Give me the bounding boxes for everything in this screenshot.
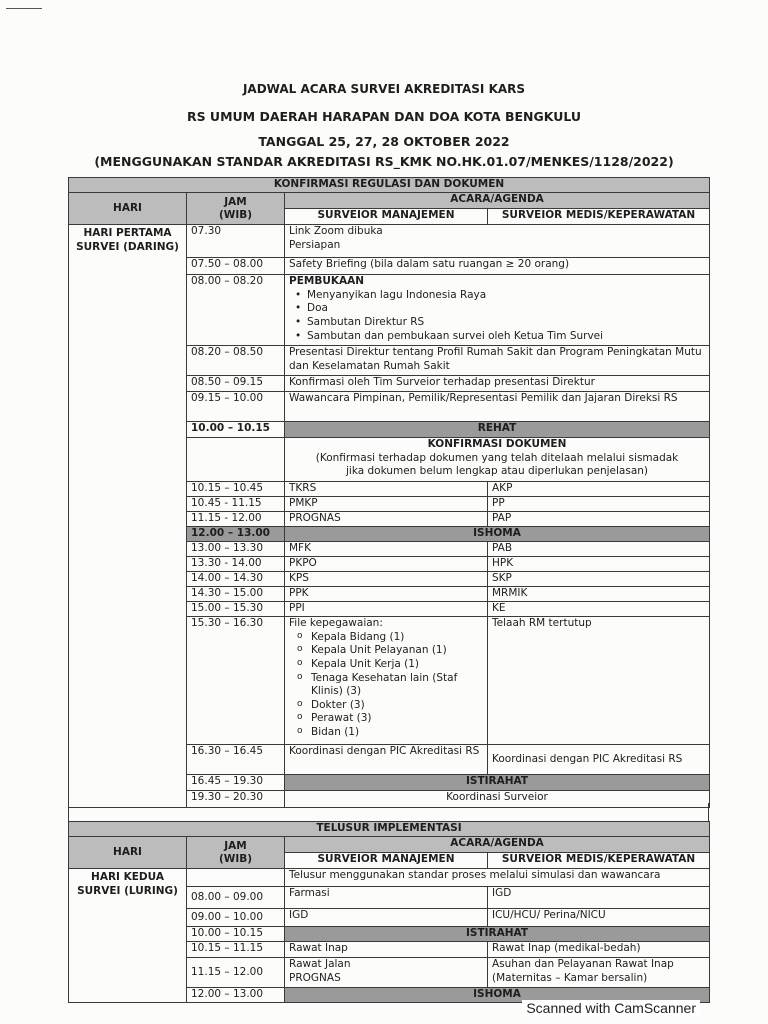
time-cell-empty [187, 438, 285, 482]
scan-corner-mark [6, 8, 42, 9]
time-cell: 08.00 – 08.20 [187, 275, 285, 346]
list-item: o Kepala Bidang (1) [311, 631, 483, 645]
break-label: ISTIRAHAT [285, 775, 710, 791]
medis-cell: KE [488, 602, 710, 617]
time-cell: 12.00 – 13.00 [187, 527, 285, 542]
break-label: ISTIRAHAT [285, 927, 710, 942]
time-cell: 14.00 – 14.30 [187, 572, 285, 587]
table-gap-left-border [68, 803, 69, 823]
time-cell: 15.30 – 16.30 [187, 617, 285, 745]
file-kepegawaian-cell [285, 617, 488, 745]
list-item: • Menyanyikan lagu Indonesia Raya [307, 289, 705, 303]
section-title: KONFIRMASI REGULASI DAN DOKUMEN [69, 178, 710, 193]
time-cell: 10.15 – 10.45 [187, 482, 285, 497]
schedule-table-day-2 [68, 821, 710, 1003]
list-item: • Sambutan Direktur RS [307, 316, 705, 330]
manajemen-cell: PPI [285, 602, 488, 617]
manajemen-cell: PROGNAS [285, 512, 488, 527]
konfirmasi-title: KONFIRMASI DOKUMEN [427, 438, 567, 450]
time-cell: 08.00 – 09.00 [187, 887, 285, 909]
col-header-medis: SURVEIOR MEDIS/KEPERAWATAN [488, 853, 710, 869]
agenda-cell: Link Zoom dibuka Persiapan [285, 225, 710, 258]
title-line-4: (MENGGUNAKAN STANDAR AKREDITASI RS_KMK NO.HK.01.07/MENKES/1128/2022) [94, 154, 674, 169]
time-cell: 12.00 – 13.00 [187, 988, 285, 1003]
col-header-medis: SURVEIOR MEDIS/KEPERAWATAN [488, 209, 710, 225]
time-cell: 10.15 – 11.15 [187, 942, 285, 958]
list-item: o Kepala Unit Pelayanan (1) [311, 644, 483, 658]
table-gap-right-border [708, 803, 709, 823]
agenda-cell: Presentasi Direktur tentang Profil Rumah Sakit dan Program Peningkatan Mutu dan Keselamatan Rumah Sakit [285, 346, 710, 376]
scanner-watermark: Scanned with CamScanner [522, 1000, 700, 1016]
list-item: o Kepala Unit Kerja (1) [311, 658, 483, 672]
list-item: • Doa [307, 302, 705, 316]
time-cell: 09.15 – 10.00 [187, 392, 285, 422]
time-cell: 07.30 [187, 225, 285, 258]
time-cell: 16.30 – 16.45 [187, 745, 285, 775]
day-label: HARI KEDUA SURVEI (LURING) [69, 869, 187, 1003]
manajemen-cell: Rawat Jalan PROGNAS [285, 958, 488, 988]
konfirmasi-note: (Konfirmasi terhadap dokumen yang telah ditelaah melalui sismadak [315, 451, 679, 464]
agenda-cell: Telusur menggunakan standar proses melalui simulasi dan wawancara [285, 869, 710, 887]
file-list [289, 631, 483, 740]
medis-cell: HPK [488, 557, 710, 572]
time-cell: 15.00 – 15.30 [187, 602, 285, 617]
time-cell: 08.20 – 08.50 [187, 346, 285, 376]
col-header-acara: ACARA/AGENDA [285, 837, 710, 853]
manajemen-cell: PPK [285, 587, 488, 602]
title-line-2: RS UMUM DAERAH HARAPAN DAN DOA KOTA BENGKULU [186, 109, 582, 124]
medis-cell: ICU/HCU/ Perina/NICU [488, 909, 710, 927]
time-cell: 11.15 – 12.00 [187, 958, 285, 988]
col-header-manajemen: SURVEIOR MANAJEMEN [285, 209, 488, 225]
manajemen-cell: TKRS [285, 482, 488, 497]
agenda-cell-opening [285, 275, 710, 346]
file-title: File kepegawaian: [289, 617, 383, 629]
agenda-cell: Konfirmasi oleh Tim Surveior terhadap presentasi Direktur [285, 376, 710, 392]
medis-cell: MRMIK [488, 587, 710, 602]
col-header-jam: JAM (WIB) [187, 193, 285, 225]
time-cell: 10.00 – 10.15 [187, 927, 285, 942]
title-line-1: JADWAL ACARA SURVEI AKREDITASI KARS [242, 82, 526, 96]
time-cell: 13.30 - 14.00 [187, 557, 285, 572]
manajemen-cell: KPS [285, 572, 488, 587]
manajemen-cell: Koordinasi dengan PIC Akreditasi RS [285, 745, 488, 775]
time-cell: 08.50 – 09.15 [187, 376, 285, 392]
medis-cell: PP [488, 497, 710, 512]
break-label: ISHOMA [285, 527, 710, 542]
col-header-manajemen: SURVEIOR MANAJEMEN [285, 853, 488, 869]
section-title: TELUSUR IMPLEMENTASI [69, 822, 710, 837]
time-cell: 10.00 – 10.15 [187, 422, 285, 438]
list-item: • Sambutan dan pembukaan survei oleh Ketua Tim Survei [307, 330, 705, 344]
manajemen-cell: PMKP [285, 497, 488, 512]
break-label: REHAT [285, 422, 710, 438]
opening-list [289, 289, 705, 344]
time-cell: 16.45 – 19.30 [187, 775, 285, 791]
medis-cell: SKP [488, 572, 710, 587]
title-line-3: TANGGAL 25, 27, 28 OKTOBER 2022 [258, 134, 510, 149]
list-item: o Tenaga Kesehatan lain (Staf Klinis) (3) [311, 672, 483, 699]
time-cell: 13.00 – 13.30 [187, 542, 285, 557]
schedule-table-day-1 [68, 177, 710, 808]
medis-cell: AKP [488, 482, 710, 497]
konfirmasi-note: jika dokumen belum lengkap atau diperlukan penjelasan) [345, 465, 649, 478]
konfirmasi-dokumen-block [285, 438, 710, 482]
agenda-cell: Safety Briefing (bila dalam satu ruangan ≥ 20 orang) [285, 258, 710, 275]
medis-cell: Asuhan dan Pelayanan Rawat Inap (Maternitas – Kamar bersalin) [488, 958, 710, 988]
agenda-cell: Koordinasi Surveior [285, 791, 710, 808]
time-cell: 10.45 - 11.15 [187, 497, 285, 512]
col-header-acara: ACARA/AGENDA [285, 193, 710, 209]
manajemen-cell: Rawat Inap [285, 942, 488, 958]
col-header-hari: HARI [69, 837, 187, 869]
time-cell: 11.15 - 12.00 [187, 512, 285, 527]
time-cell: 14.30 – 15.00 [187, 587, 285, 602]
day-label: HARI PERTAMA SURVEI (DARING) [69, 225, 187, 808]
medis-cell: PAP [488, 512, 710, 527]
time-cell: 09.00 – 10.00 [187, 909, 285, 927]
time-cell: 19.30 – 20.30 [187, 791, 285, 808]
medis-cell: IGD [488, 887, 710, 909]
medis-cell: PAB [488, 542, 710, 557]
break-label: ISHOMA [285, 988, 710, 1003]
manajemen-cell: Farmasi [285, 887, 488, 909]
manajemen-cell: PKPO [285, 557, 488, 572]
medis-cell: Koordinasi dengan PIC Akreditasi RS [488, 745, 710, 775]
agenda-cell: Wawancara Pimpinan, Pemilik/Representasi Pemilik dan Jajaran Direksi RS [285, 392, 710, 422]
col-header-hari: HARI [69, 193, 187, 225]
list-item: o Bidan (1) [311, 726, 483, 740]
opening-title: PEMBUKAAN [289, 275, 365, 287]
manajemen-cell: IGD [285, 909, 488, 927]
time-cell-empty [187, 869, 285, 887]
medis-cell: Telaah RM tertutup [488, 617, 710, 745]
list-item: o Perawat (3) [311, 712, 483, 726]
col-header-jam: JAM (WIB) [187, 837, 285, 869]
list-item: o Dokter (3) [311, 699, 483, 713]
time-cell: 07.50 – 08.00 [187, 258, 285, 275]
medis-cell: Rawat Inap (medikal-bedah) [488, 942, 710, 958]
manajemen-cell: MFK [285, 542, 488, 557]
